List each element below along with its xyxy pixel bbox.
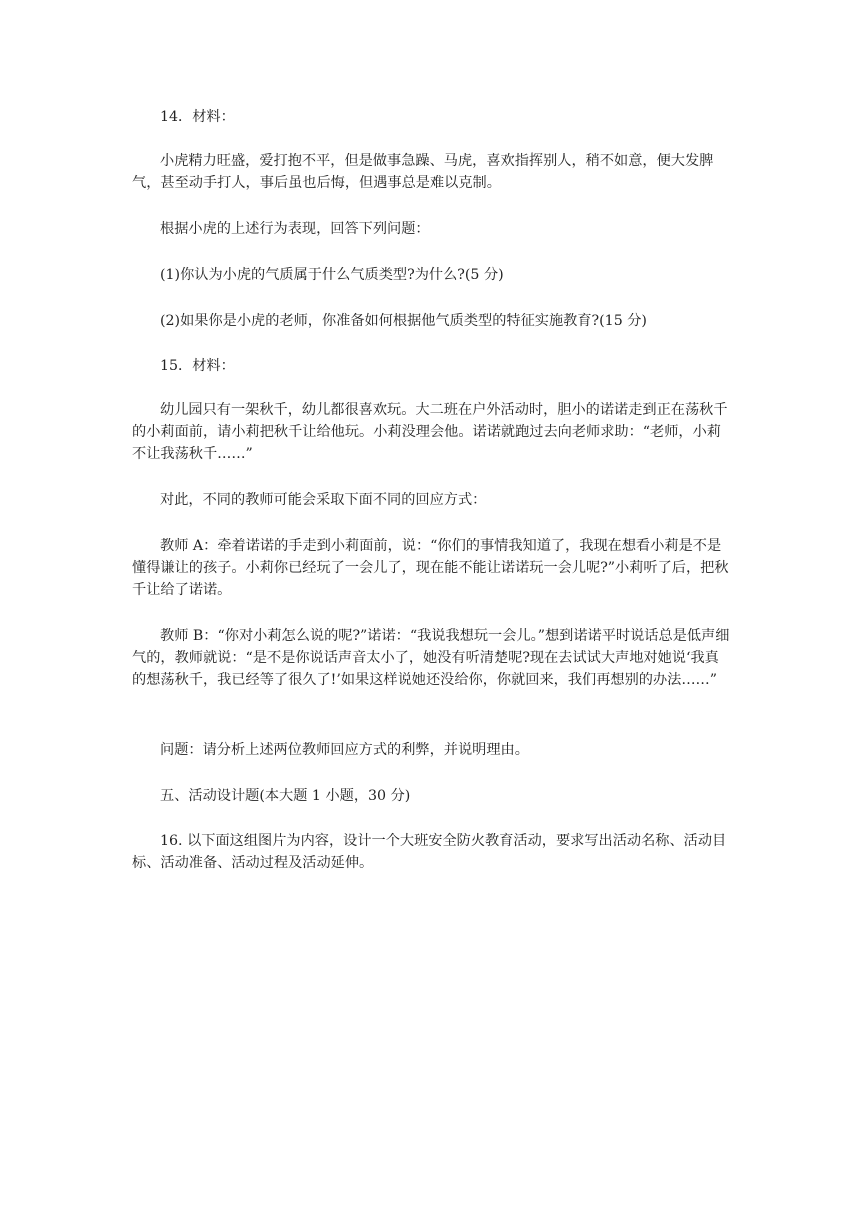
question-15-context: 对此，不同的教师可能会采取下面不同的回应方式： <box>160 492 487 508</box>
teacher-a-response: 教师 A：牵着诺诺的手走到小莉面前，说：“你们的事情我知道了，我现在想看小莉是不是懂得谦让的孩子。小莉你已经玩了一会儿了，现在能不能让诺诺玩一会儿呢?”小莉听了后，把秋千让给了诺诺。 <box>132 538 729 598</box>
question-14-part-2: (2)如果你是小虎的老师，你准备如何根据他气质类型的特征实施教育?(15 分) <box>160 313 647 329</box>
question-14-material: 小虎精力旺盛，爱打抱不平，但是做事急躁、马虎，喜欢指挥别人，稍不如意，便大发脾气，甚至动手打人，事后虽也后悔，但遇事总是难以克制。 <box>132 153 714 191</box>
question-16: 16. 以下面这组图片为内容，设计一个大班安全防火教育活动，要求写出活动名称、活动目标、活动准备、活动过程及活动延伸。 <box>132 833 727 871</box>
question-15-material: 幼儿园只有一架秋千，幼儿都很喜欢玩。大二班在户外活动时，胆小的诺诺走到正在荡秋千的小莉面前，请小莉把秋千让给他玩。小莉没理会他。诺诺就跑过去向老师求助：“老师，小莉不让我荡秋千……” <box>132 402 728 462</box>
question-15-question: 问题：请分析上述两位教师回应方式的利弊，并说明理由。 <box>160 742 529 758</box>
teacher-b-response: 教师 B：“你对小莉怎么说的呢?”诺诺：“我说我想玩一会儿。”想到诺诺平时说话总是低声细气的，教师就说：“是不是你说话声音太小了，她没有听清楚呢?现在去试试大声地对她说‘我真的想荡秋千，我已经等了很久了!’如果这样说她还没给你，你就回来，我们再想别的办法……” <box>132 628 730 688</box>
question-14-part-1: (1)你认为小虎的气质属于什么气质类型?为什么?(5 分) <box>160 267 504 283</box>
question-14-heading: 14．材料： <box>160 109 235 125</box>
section-5-heading: 五、活动设计题(本大题 1 小题，30 分) <box>160 788 411 804</box>
question-15-heading: 15．材料： <box>160 358 235 374</box>
question-14-instruction: 根据小虎的上述行为表现，回答下列问题： <box>160 221 430 237</box>
